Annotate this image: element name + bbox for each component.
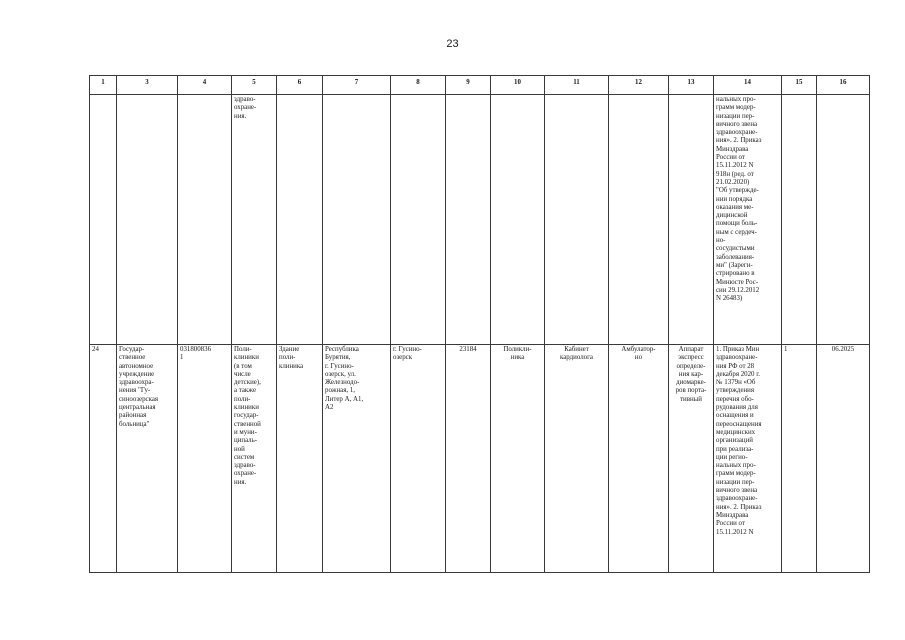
column-header: 7 <box>323 76 391 95</box>
cell-text: здраво- охране- ния. <box>234 96 257 120</box>
table-cell <box>277 95 323 345</box>
column-header: 3 <box>117 76 178 95</box>
table-cell <box>117 95 178 345</box>
column-header: 11 <box>545 76 609 95</box>
table-cell <box>714 95 782 345</box>
cell-text: Амбулатор- но <box>621 346 656 362</box>
table-cell <box>446 345 491 573</box>
cell-text: 1 <box>784 346 788 353</box>
column-header: 14 <box>714 76 782 95</box>
table-row <box>90 345 870 573</box>
equipment-table <box>89 75 870 573</box>
column-header: 1 <box>90 76 117 95</box>
table-cell <box>817 345 870 573</box>
header-row <box>90 76 870 95</box>
table-cell <box>323 345 391 573</box>
table-cell <box>817 95 870 345</box>
table-cell <box>491 95 545 345</box>
cell-text: г. Гусино- озерск <box>393 346 422 362</box>
column-header: 5 <box>232 76 277 95</box>
column-header: 16 <box>817 76 870 95</box>
column-header: 13 <box>669 76 714 95</box>
column-header: 9 <box>446 76 491 95</box>
cell-text: Здание поли- клиника <box>279 346 304 370</box>
cell-text: Государ- ственное автономное учреждение здравоохра- нения "Гу- синоозерская центральная районная больница" <box>119 346 159 428</box>
table-cell <box>609 345 669 573</box>
column-header: 12 <box>609 76 669 95</box>
cell-text: нальных про- грамм модер- низации пер- вичного звена здравоохране- ния». 2. Приказ Минздрава России от 15.11.2012 N 918н (ред. от 21.02.2020) "Об утвержде- нии порядка оказания ме- дицинской помощи боль- ным с сердеч- но- сосудистыми заболевания- ми" (Зареги- стрировано в Минюсте Рос- сии 29.12.2012 N 26483) <box>716 96 762 303</box>
cell-text: 23184 <box>459 346 477 353</box>
cell-text: Республика Бурятия, г. Гусино- озерск, ул. Железнодо- рожная, 1, Литер А, А1, А2 <box>325 346 364 412</box>
table-cell <box>545 345 609 573</box>
column-header: 4 <box>178 76 232 95</box>
cell-text: 1. Приказ Мин здравоохране- ния РФ от 28 декабря 2020 г. № 1379н «Об утверждения перечня обо- рудования для оснащения и переоснащения медицинских организаций при реализа- ции регио- нальных про- грамм модер- низации пер- вичного звена здравоохране- ния». 2. Приказ Минздрава России от 15.11.2012 N <box>716 346 762 536</box>
table-cell <box>232 95 277 345</box>
table-cell <box>446 95 491 345</box>
cell-text: 06.2025 <box>831 346 855 353</box>
table-cell <box>391 345 446 573</box>
cell-text: Кабинет кардиолога <box>560 346 593 362</box>
column-header: 10 <box>491 76 545 95</box>
table-row <box>90 95 870 345</box>
column-header: 8 <box>391 76 446 95</box>
table-cell <box>232 345 277 573</box>
cell-text: Поли- клиники (в том числе детские), а также поли- клиники государ- ственной и муни- ципаль- ной систем здраво- охране- ния. <box>234 346 261 486</box>
table-cell <box>178 95 232 345</box>
table-cell <box>277 345 323 573</box>
table-cell <box>669 345 714 573</box>
table-cell <box>545 95 609 345</box>
table-cell <box>782 95 817 345</box>
table-cell <box>491 345 545 573</box>
table-cell <box>323 95 391 345</box>
column-header: 6 <box>277 76 323 95</box>
page-number: 23 <box>446 38 459 50</box>
table-cell <box>90 345 117 573</box>
table-cell <box>609 95 669 345</box>
column-header: 15 <box>782 76 817 95</box>
table-cell <box>714 345 782 573</box>
cell-text: Поликли- ника <box>503 346 532 362</box>
cell-text: Аппарат экспресс определе- ния кар- диомарке- ров порта- тивный <box>675 346 707 403</box>
cell-text: 031800836 1 <box>180 346 212 362</box>
table-cell <box>782 345 817 573</box>
table-cell <box>391 95 446 345</box>
cell-text: 24 <box>92 346 99 353</box>
table-cell <box>178 345 232 573</box>
table-cell <box>117 345 178 573</box>
table-cell <box>669 95 714 345</box>
table-cell <box>90 95 117 345</box>
